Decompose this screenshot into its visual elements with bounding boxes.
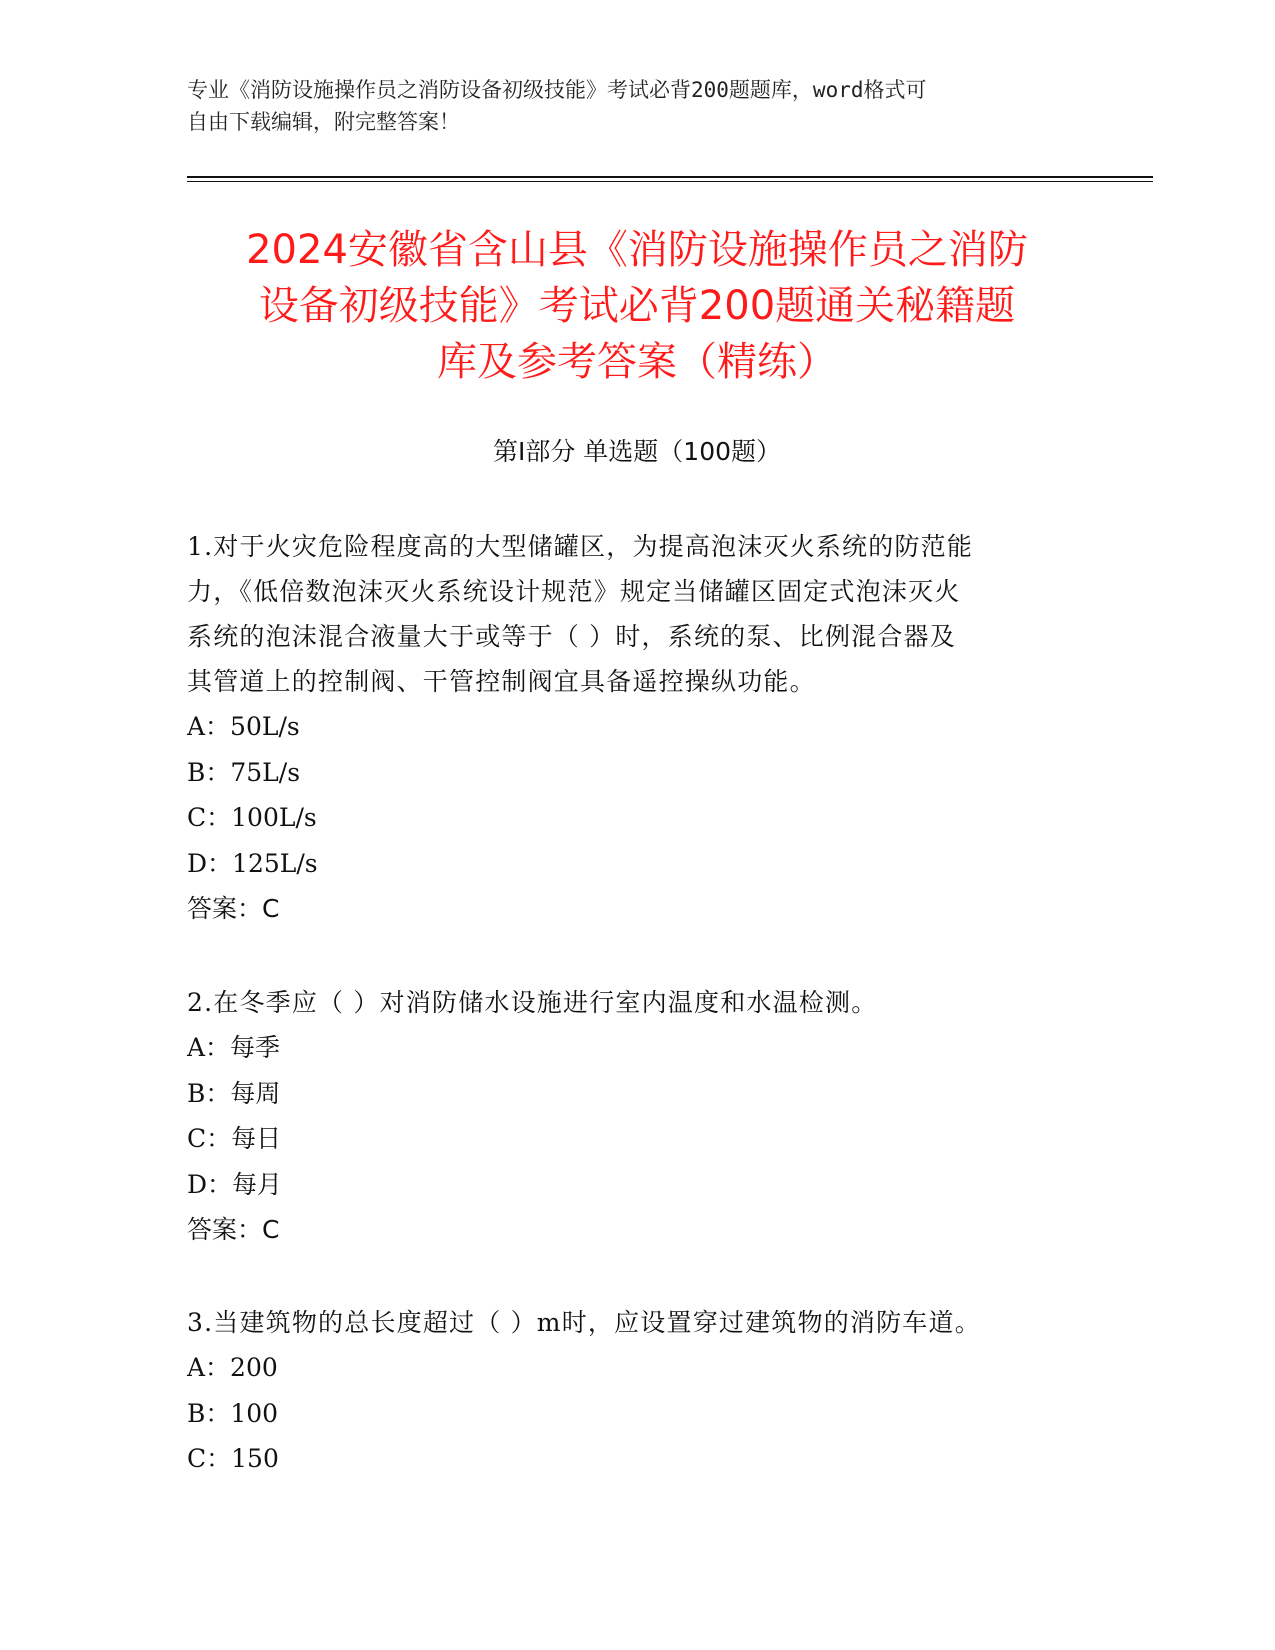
option-c: C：每日	[187, 1124, 282, 1153]
option-a: A：每季	[187, 1033, 281, 1062]
question-text-line: 1.对于火灾危险程度高的大型储罐区，为提高泡沫灭火系统的防范能	[187, 532, 974, 561]
question-text-line: 2.在冬季应（ ）对消防储水设施进行室内温度和水温检测。	[187, 988, 878, 1017]
header-rule-thin	[187, 181, 1153, 182]
question-text-line: 力，《低倍数泡沫灭火系统设计规范》规定当储罐区固定式泡沫灭火	[187, 577, 961, 606]
header-rule-thick	[187, 176, 1153, 178]
title-line: 2024安徽省含山县《消防设施操作员之消防	[246, 227, 1028, 273]
question-1	[187, 524, 1087, 931]
header-note	[187, 74, 1067, 138]
option-d: D：125L/s	[187, 848, 318, 878]
option-a: A：200	[187, 1353, 278, 1382]
answer: 答案：C	[187, 894, 280, 923]
option-c: C：150	[187, 1444, 279, 1473]
option-b: B：100	[187, 1398, 279, 1428]
option-a: A：50L/s	[187, 712, 300, 741]
question-text-line: 3.当建筑物的总长度超过（ ）m时，应设置穿过建筑物的消防车道。	[187, 1308, 981, 1337]
answer: 答案：C	[187, 1215, 280, 1244]
section-heading: 第Ⅰ部分 单选题（100题）	[492, 437, 782, 466]
question-2	[187, 980, 1087, 1252]
question-3	[187, 1300, 1087, 1482]
question-text-line: 其管道上的控制阀、干管控制阀宜具备遥控操纵功能。	[187, 667, 816, 696]
title-line: 库及参考答案（精练）	[437, 339, 837, 385]
option-b: B：75L/s	[187, 757, 301, 787]
option-b: B：每周	[187, 1078, 281, 1108]
header-note-line: 自由下载编辑，附完整答案！	[187, 110, 460, 134]
title-line: 设备初级技能》考试必背200题通关秘籍题	[258, 283, 1016, 329]
header-note-line: 专业《消防设施操作员之消防设备初级技能》考试必背200题题库，word格式可	[187, 78, 927, 102]
question-text-line: 系统的泡沫混合液量大于或等于（ ）时，系统的泵、比例混合器及	[187, 622, 956, 651]
document-title	[187, 222, 1087, 390]
option-c: C：100L/s	[187, 803, 317, 832]
option-d: D：每月	[187, 1169, 283, 1199]
